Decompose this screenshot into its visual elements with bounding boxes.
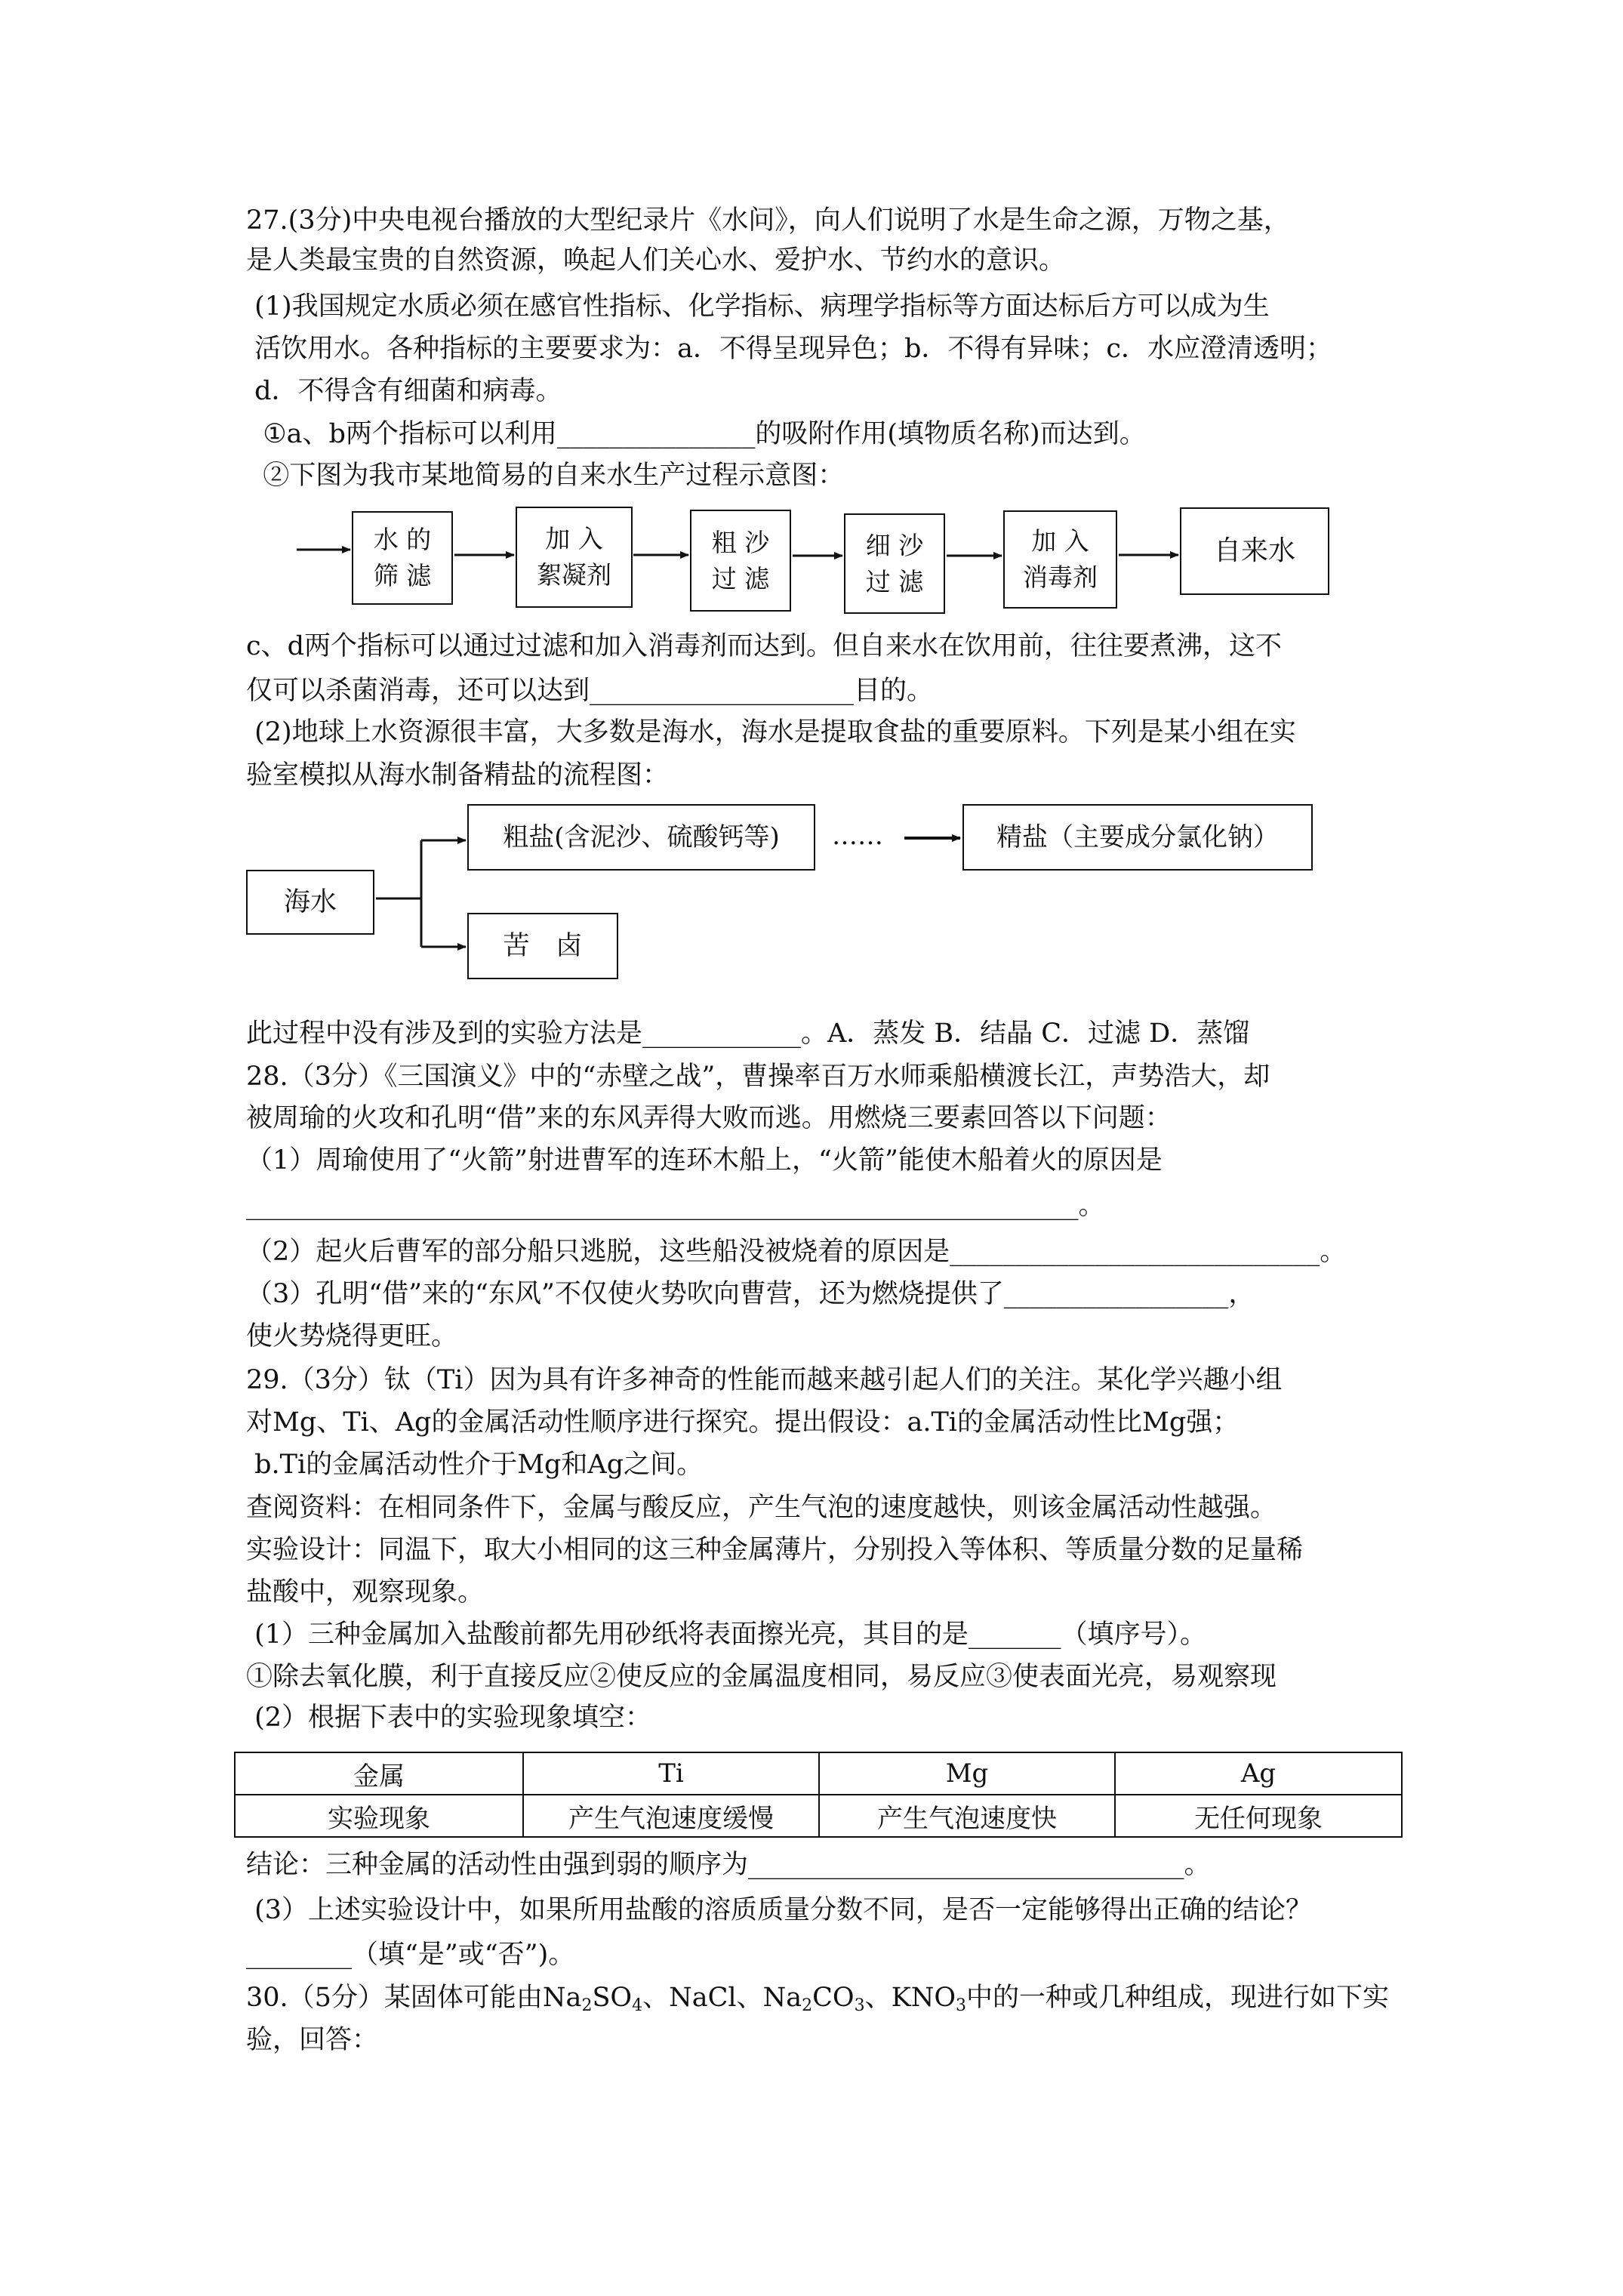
flow-step-add-coagulant: 加 入 絮凝剂 [516, 507, 633, 608]
q27-line-3: (1)我国规定水质必须在感官性指标、化学指标、病理学指标等方面达标后方可以成为生 [246, 291, 1270, 322]
q29-line-9: (2）根据下表中的实验现象填空： [246, 1703, 652, 1733]
q28-line-7: 使火势烧得更旺。 [246, 1321, 458, 1351]
q29-line-2: 对Mg、Ti、Ag的金属活动性顺序进行探究。提出假设：a.Ti的金属活动性比Mg强； [246, 1407, 1240, 1438]
table-row [235, 1795, 1402, 1837]
salt-flow-sea-water: 海水 [246, 870, 374, 935]
flow-step-fine-sand: 细 沙 过 滤 [844, 513, 945, 614]
q27-line-4: 活饮用水。各种指标的主要要求为：a．不得呈现异色；b．不得有异味；c．水应澄清透明； [246, 334, 1333, 364]
q27-line-6: ①a、b两个指标可以利用_______________的吸附作用(填物质名称)而达到。 [246, 419, 1146, 449]
table-cell: 产生气泡速度快 [819, 1795, 1115, 1837]
table-cell: Ag [1115, 1752, 1402, 1795]
table-row [235, 1752, 1402, 1795]
q28-line-5: （2）起火后曹军的部分船只逃脱，这些船没被烧着的原因是____________________________。 [246, 1237, 1347, 1267]
q29-line-4: 查阅资料：在相同条件下，金属与酸反应，产生气泡的速度越快，则该金属活动性越强。 [246, 1493, 1277, 1523]
q29-line-5: 实验设计：同温下，取大小相同的这三种金属薄片，分别投入等体积、等质量分数的足量稀 [246, 1535, 1304, 1565]
q29-line-10: 结论：三种金属的活动性由强到弱的顺序为_________________________________。 [246, 1850, 1211, 1880]
q27-line-9: 仅可以杀菌消毒，还可以达到____________________目的。 [246, 676, 934, 706]
q27-line-7: ②下图为我市某地简易的自来水生产过程示意图： [246, 461, 845, 491]
q29-line-8: ①除去氧化膜，利于直接反应②使反应的金属温度相同，易反应③使表面光亮，易观察现 [246, 1662, 1277, 1692]
q29-line-7: (1）三种金属加入盐酸前都先用砂纸将表面擦光亮，其目的是_______（填序号）。 [246, 1620, 1207, 1650]
q30-line-1: 30.（5分）某固体可能由$Na_2SO_4$、NaCl、$Na_2CO_3$、$KNO_3$中的一种或几种组成，现进行如下实 [246, 1983, 1390, 2015]
q28-line-4: _______________________________________________________________。 [246, 1191, 1105, 1221]
q27-line-11: 验室模拟从海水制备精盐的流程图： [246, 760, 670, 791]
q27-line-1: 27.(3分)中央电视台播放的大型纪录片《水问》，向人们说明了水是生命之源，万物之基， [246, 205, 1290, 236]
table-cell: 产生气泡速度缓慢 [523, 1795, 819, 1837]
flow-step-add-disinfectant: 加 入 消毒剂 [1003, 510, 1117, 609]
q29-line-3: b.Ti的金属活动性介于Mg和Ag之间。 [246, 1450, 704, 1480]
q27-line-5: d．不得含有细菌和病毒。 [246, 376, 562, 406]
flow-end-tap-water: 自来水 [1180, 507, 1329, 595]
salt-flow-fine-salt: 精盐（主要成分氯化钠） [962, 804, 1313, 871]
metal-experiment-table [234, 1752, 1403, 1838]
q29-line-6: 盐酸中，观察现象。 [246, 1577, 485, 1607]
q30-line-2: 验，回答： [246, 2025, 379, 2055]
q27-line-2: 是人类最宝贵的自然资源，唤起人们关心水、爱护水、节约水的意识。 [246, 245, 1066, 276]
q29-line-11: (3）上述实验设计中，如果所用盐酸的溶质质量分数不同，是否一定能够得出正确的结论？ [246, 1895, 1313, 1925]
flow-step-coarse-sand: 粗 沙 过 滤 [690, 510, 791, 612]
q28-line-3: （1）周瑜使用了“火箭”射进曹军的连环木船上，“火箭”能使木船着火的原因是 [246, 1145, 1163, 1176]
q28-line-2: 被周瑜的火攻和孔明“借”来的东风弄得大败而逃。用燃烧三要素回答以下问题： [246, 1103, 1172, 1133]
salt-flow-bittern: 苦 卤 [467, 913, 618, 979]
table-cell: Mg [819, 1752, 1115, 1795]
table-cell: 金属 [235, 1752, 523, 1795]
flow-step-filter-screen: 水 的 筛 滤 [352, 511, 453, 605]
q29-line-1: 29.（3分）钛（Ti）因为具有许多神奇的性能而越来越引起人们的关注。某化学兴趣小组 [246, 1365, 1283, 1395]
q29-line-12: ________（填“是”或“否”)。 [246, 1940, 575, 1970]
salt-flow-crude-salt: 粗盐(含泥沙、硫酸钙等) [467, 804, 815, 871]
table-cell: 实验现象 [235, 1795, 523, 1837]
q28-line-1: 28.（3分）《三国演义》中的“赤壁之战”，曹操率百万水师乘船横渡长江，声势浩大，却 [246, 1062, 1270, 1092]
q28-line-6: （3）孔明“借”来的“东风”不仅使火势吹向曹营，还为燃烧提供了_________________， [246, 1279, 1255, 1309]
q27-line-12: 此过程中没有涉及到的实验方法是____________。A．蒸发 B．结晶 C．过滤 D．蒸馏 [246, 1019, 1250, 1049]
q27-line-8: c、d两个指标可以通过过滤和加入消毒剂而达到。但自来水在饮用前，往往要煮沸，这不 [246, 631, 1283, 661]
table-cell: 无任何现象 [1115, 1795, 1402, 1837]
salt-flow-ellipsis: …… [832, 821, 883, 851]
q27-line-10: (2)地球上水资源很丰富，大多数是海水，海水是提取食盐的重要原料。下列是某小组在实 [246, 717, 1296, 747]
table-cell: Ti [523, 1752, 819, 1795]
